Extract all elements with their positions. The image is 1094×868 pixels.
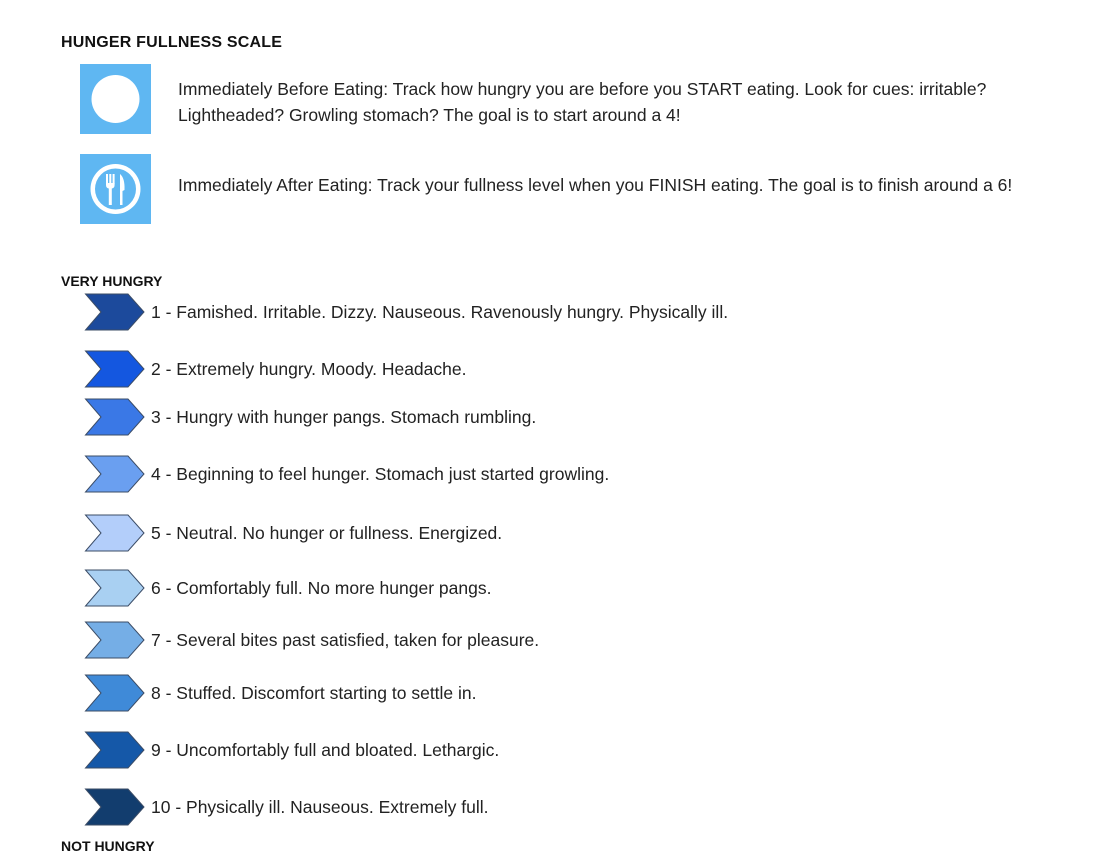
scale-level-8 (84, 673, 1044, 713)
chevron-arrow-icon (84, 513, 146, 553)
scale-level-text: 5 - Neutral. No hunger or fullness. Energized. (151, 523, 503, 543)
after-eating-instruction: Immediately After Eating: Track your fullness level when you FINISH eating. The goal is to finish around a 6! (178, 175, 1013, 195)
scale-level-10 (84, 787, 1044, 827)
chevron-arrow-icon (84, 397, 146, 437)
scale-level-9 (84, 730, 1044, 770)
chevron-arrow-icon (84, 568, 146, 608)
scale-level-text: 3 - Hungry with hunger pangs. Stomach rumbling. (151, 407, 537, 427)
scale-level-4 (84, 454, 1044, 494)
chevron-arrow-icon (84, 620, 146, 660)
scale-level-7 (84, 620, 1044, 660)
page-title: HUNGER FULLNESS SCALE (61, 34, 283, 51)
chevron-arrow-icon (84, 454, 146, 494)
scale-level-text: 8 - Stuffed. Discomfort starting to settle in. (151, 683, 477, 703)
scale-level-6 (84, 568, 1044, 608)
scale-level-text: 4 - Beginning to feel hunger. Stomach just started growling. (151, 464, 610, 484)
chevron-arrow-icon (84, 349, 146, 389)
scale-level-text: 7 - Several bites past satisfied, taken for pleasure. (151, 630, 540, 650)
scale-bottom-label: NOT HUNGRY (61, 838, 155, 854)
scale-level-text: 2 - Extremely hungry. Moody. Headache. (151, 359, 467, 379)
scale-level-1 (84, 292, 1044, 332)
scale-level-text: 6 - Comfortably full. No more hunger pangs. (151, 578, 492, 598)
scale-level-5 (84, 513, 1044, 553)
chevron-arrow-icon (84, 292, 146, 332)
scale-level-text: 9 - Uncomfortably full and bloated. Lethargic. (151, 740, 500, 760)
chevron-arrow-icon (84, 673, 146, 713)
scale-level-2 (84, 349, 1044, 389)
chevron-arrow-icon (84, 730, 146, 770)
before-eating-instruction: Immediately Before Eating: Track how hungry you are before you START eating. Look for cues: irritable? Lightheaded? Growling stomach? The goal is to start around a 4! (178, 79, 987, 125)
scale-level-text: 10 - Physically ill. Nauseous. Extremely full. (151, 797, 489, 817)
scale-top-label: VERY HUNGRY (61, 273, 163, 289)
scale-level-3 (84, 397, 1044, 437)
fork-knife-icon (80, 154, 151, 224)
scale-level-text: 1 - Famished. Irritable. Dizzy. Nauseous. Ravenously hungry. Physically ill. (151, 302, 729, 322)
plate-icon (80, 64, 151, 134)
chevron-arrow-icon (84, 787, 146, 827)
